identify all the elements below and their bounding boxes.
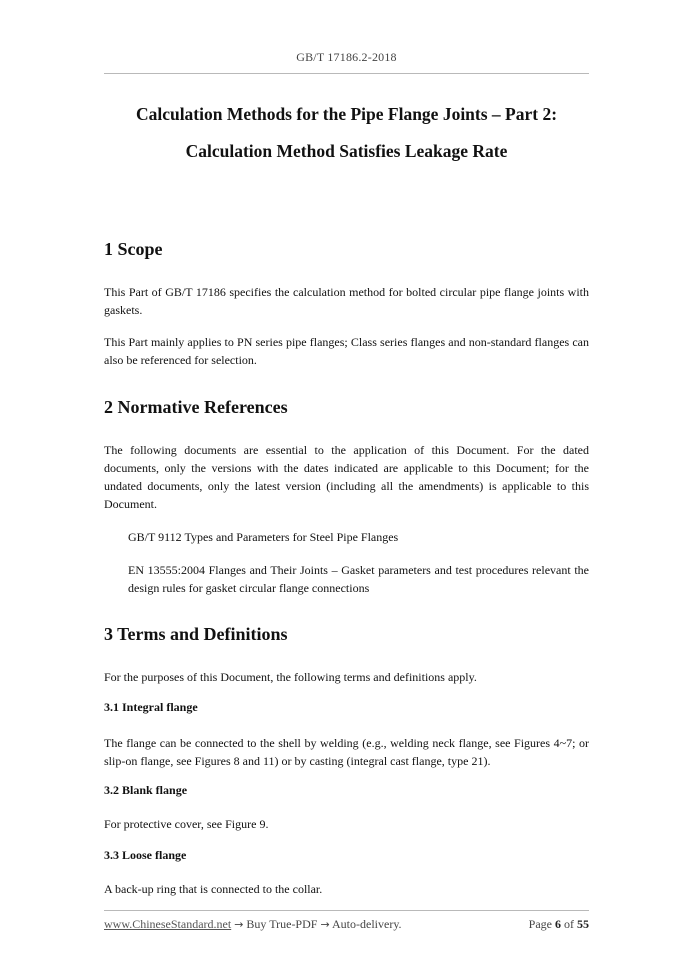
reference-item-gbt9112: GB/T 9112 Types and Parameters for Steel Pipe Flanges <box>128 530 399 544</box>
buy-true-pdf-text: Buy True-PDF <box>246 917 318 931</box>
running-header: GB/T 17186.2-2018 <box>296 50 397 64</box>
document-title-line2: Calculation Method Satisfies Leakage Rate <box>185 141 508 161</box>
term-heading-integral-flange: 3.1 Integral flange <box>104 700 198 714</box>
scope-paragraph-2: This Part mainly applies to PN series pipe flanges; Class series flanges and non-standard flanges can also be referenced for selection. <box>104 335 589 367</box>
footer-promo <box>104 917 402 932</box>
term-definition-loose-flange: A back-up ring that is connected to the collar. <box>104 882 323 896</box>
reference-item-en13555: EN 13555:2004 Flanges and Their Joints – Gasket parameters and test procedures relevant the design rules for gasket circular flange connections <box>128 563 589 595</box>
section-heading-terms-definitions: 3 Terms and Definitions <box>104 624 288 644</box>
current-page: 6 <box>555 917 561 931</box>
page-number <box>529 917 589 932</box>
website-link[interactable]: www.ChineseStandard.net <box>104 917 232 931</box>
of-word: of <box>564 917 574 931</box>
section-heading-scope: 1 Scope <box>104 239 163 259</box>
page-word: Page <box>528 917 552 931</box>
total-pages: 55 <box>577 917 589 931</box>
term-heading-loose-flange: 3.3 Loose flange <box>104 848 187 862</box>
term-heading-blank-flange: 3.2 Blank flange <box>104 783 188 797</box>
arrow-right-icon: → <box>320 918 330 931</box>
document-title-line1: Calculation Methods for the Pipe Flange Joints – Part 2: <box>135 104 558 124</box>
term-definition-blank-flange: For protective cover, see Figure 9. <box>104 817 269 831</box>
scope-paragraph-1: This Part of GB/T 17186 specifies the calculation method for bolted circular pipe flange joints with gaskets. <box>104 285 589 317</box>
header-rule <box>104 73 589 74</box>
arrow-right-icon: → <box>234 918 244 931</box>
footer-rule <box>104 910 589 911</box>
section-heading-normative-references: 2 Normative References <box>104 397 288 417</box>
term-definition-integral-flange: The flange can be connected to the shell by welding (e.g., welding neck flange, see Figures 4~7; or slip-on flange, see Figures 8 and 11) or by casting (integral cast flange, type 21). <box>104 736 589 768</box>
terms-intro: For the purposes of this Document, the following terms and definitions apply. <box>104 670 477 684</box>
auto-delivery-text: Auto-delivery. <box>332 917 402 931</box>
references-paragraph: The following documents are essential to the application of this Document. For the dated documents, only the versions with the dates indicated are applicable to this Document; for the undated documents, only the latest version (including all the amendments) is applicable to this Document. <box>104 443 589 511</box>
